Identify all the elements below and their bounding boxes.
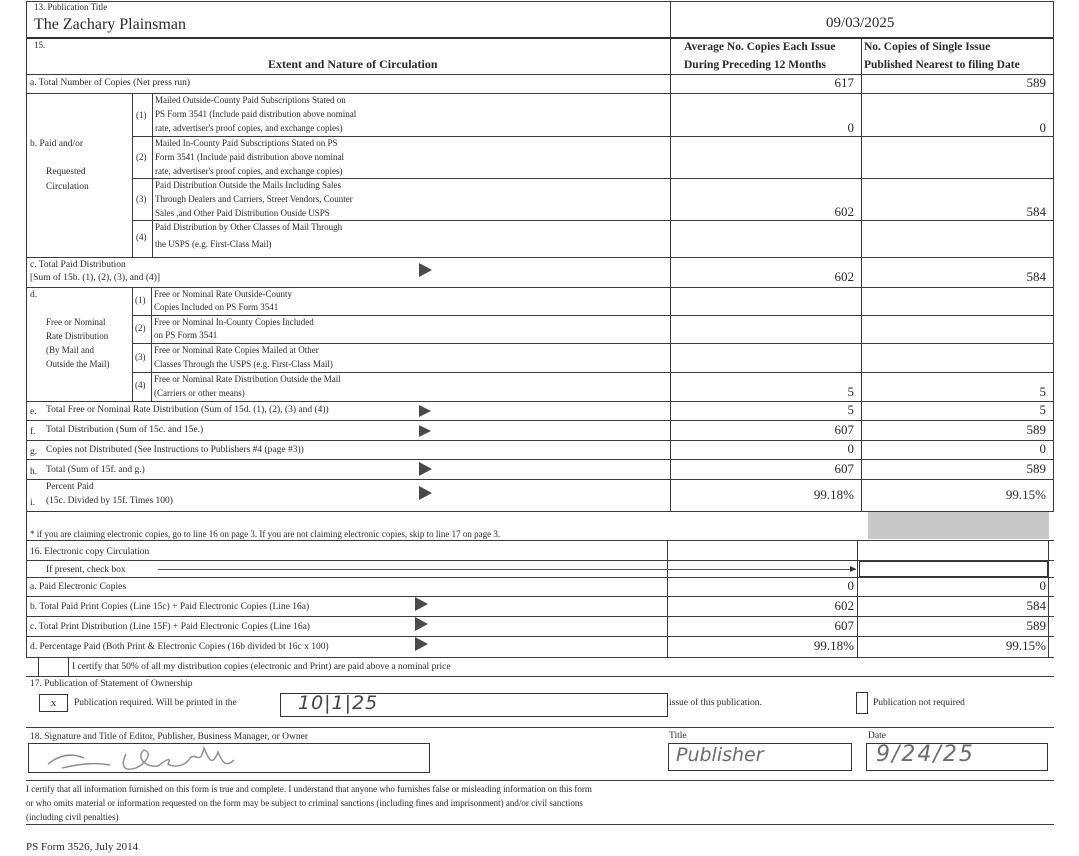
sec17-title: 17. Publication of Statement of Ownership [30,679,193,689]
row-d1-text: Free or Nominal Rate Outside-County [154,289,292,299]
sec16c-avg: 607 [834,618,854,633]
row-f-single: 589 [1026,422,1046,437]
date-value: 9/24/25 [876,742,975,767]
rule [26,676,1054,677]
rule [132,93,133,257]
row-b4-text: the USPS (e.g. First-Class Mail) [155,239,272,249]
row-b3-text: Through Dealers and Carriers, Street Vendors, Counter [155,194,353,204]
electronic-checkbox[interactable] [859,561,1048,577]
row-h-letter: h. [30,467,38,477]
row-b1-single: 0 [1039,120,1046,135]
row-a-avg: 617 [834,75,854,90]
single-col-header-1: No. Copies of Single Issue [864,41,991,53]
row-b4-text: Paid Distribution by Other Classes of Mail Through [155,222,343,232]
rule [26,459,1054,460]
rule [38,657,39,676]
row-e-label: Total Free or Nominal Rate Distribution (Sum of 15d. (1), (2), (3) and (4)) [46,405,329,415]
row-g-single: 0 [1039,441,1046,456]
row-i-label-2: (15c. Divided by 15f. Times 100) [46,496,173,506]
row-g-letter: g. [30,447,38,457]
row-g-avg: 0 [847,441,854,456]
rule [132,287,133,401]
rule [132,343,1054,344]
certification-text-2: or who omits material or information requested on the form may be subject to criminal sanctions (including fines and imprisonment) and/or civil sanctions [26,798,583,808]
electronic-note: * if you are claiming electronic copies, go to line 16 on page 3. If you are not claiming electronic copies, skip to line 17 on page 3. [30,529,501,539]
rule [132,372,1054,373]
rule [26,540,1054,541]
row-d1-num: (1) [135,295,146,305]
row-d3-num: (3) [135,352,146,362]
row-i-label-1: Percent Paid [46,482,94,492]
sec15-num: 15. [34,40,46,50]
row-d-label-3: (By Mail and [46,345,94,355]
sec16a-single: 0 [1039,578,1046,593]
rule [132,178,1054,179]
sec17-issue-label: issue of this publication. [669,698,762,708]
rule [1048,540,1049,657]
publication-required-checkbox[interactable]: x [39,694,68,712]
row-b1-text: rate, advertiser's proof copies, and exchange copies) [155,123,343,133]
sec16-certify: I certify that 50% of all my distribution copies (electronic and Print) are paid above a nominal price [72,662,451,672]
rule [26,727,1054,728]
row-b-label-1: b. Paid and/or [30,139,84,149]
sec16d-avg: 99.18% [813,638,854,653]
rule [26,257,1054,258]
arrow-icon [415,597,428,611]
row-i-avg: 99.18% [813,487,854,502]
sec15-title: Extent and Nature of Circulation [268,57,438,71]
row-d2-num: (2) [135,323,146,333]
row-f-label: Total Distribution (Sum of 15c. and 15e.) [46,425,204,435]
rule [26,824,1054,825]
row-h-single: 589 [1026,461,1046,476]
rule [26,37,1054,39]
row-b2-num: (2) [136,152,147,162]
row-b1-avg: 0 [847,120,854,135]
certification-text-1: I certify that all information furnished on this form is true and complete. I understand that anyone who furnishes false or misleading information on this form [26,784,592,794]
rule [151,287,152,401]
row-a-label: a. Total Number of Copies (Net press run) [30,78,191,88]
rule [26,616,1054,617]
rule [670,1,671,511]
row-e-letter: e. [30,407,37,417]
sec16c-label: c. Total Print Distribution (Line 15F) + Paid Electronic Copies (Line 16a) [30,622,310,632]
single-col-header-2: Published Nearest to filing Date [864,59,1020,71]
row-d2-text: Free or Nominal In-County Copies Included [154,317,314,327]
avg-col-header-1: Average No. Copies Each Issue [684,41,836,53]
filing-date: 09/03/2025 [826,15,895,31]
row-d-label-4: Outside the Mail) [46,359,110,369]
row-b1-text: Mailed Outside-County Paid Subscriptions Stated on [155,95,346,105]
row-d1-text: Copies Included on PS Form 3541 [154,302,279,312]
row-d-label-1: Free or Nominal [46,317,106,327]
row-d4-num: (4) [135,380,146,390]
rule [861,37,862,511]
rule [26,780,1054,781]
arrow-icon [419,462,432,476]
sec16d-label: d. Percentage Paid (Both Print & Electronic Copies (16b divided bt 16c x 100) [30,642,329,652]
rule [26,636,1054,637]
row-c-single: 584 [1026,269,1046,284]
check-pointer-line [158,569,856,570]
row-d2-text: on PS Form 3541 [154,330,218,340]
form-id: PS Form 3526, July 2014 [26,841,139,853]
row-i-single: 99.15% [1005,487,1046,502]
rule [132,315,1054,316]
row-d-label-2: Rate Distribution [46,331,109,341]
row-a-single: 589 [1026,75,1046,90]
sec16-title: 16. Electronic copy Circulation [30,547,150,557]
row-b2-text: Form 3541 (Include paid distribution above nominal [155,152,344,162]
row-b4-num: (4) [136,232,147,242]
row-e-single: 5 [1039,402,1046,417]
arrow-icon [415,617,428,631]
arrow-icon [415,637,428,651]
rule [667,540,668,657]
row-d3-text: Free or Nominal Rate Copies Mailed at Other [154,345,319,355]
arrow-icon [419,486,432,500]
certification-text-3: (including civil penalties) [26,812,119,822]
row-b3-single: 584 [1026,204,1046,219]
rule [1053,1,1054,511]
row-h-label: Total (Sum of 15f. and g.) [46,465,145,475]
arrow-icon [850,566,856,572]
row-f-letter: f. [30,427,36,437]
rule [68,657,69,676]
sec16b-avg: 602 [834,598,854,613]
arrow-icon [419,263,432,277]
sec16d-single: 99.15% [1005,638,1046,653]
arrow-icon [419,425,431,437]
sec18-label: 18. Signature and Title of Editor, Publisher, Business Manager, or Owner [30,732,309,742]
row-d4-text: (Carriers or other means) [154,388,245,398]
signature-image [40,738,250,776]
sec17-required-label: Publication required. Will be printed in the [74,698,237,708]
pub-title-label: 13. Publication Title [34,2,108,12]
rule [857,540,858,657]
row-c-label-2: [Sum of 15b. (1), (2), (3), and (4)] [30,273,161,283]
row-h-avg: 607 [834,461,854,476]
row-b1-text: PS Form 3541 (Include paid distribution above nominal [155,109,357,119]
rule [132,136,1054,137]
publication-not-required-checkbox[interactable] [856,692,868,714]
sec17-not-required-label: Publication not required [873,698,965,708]
arrow-icon [419,405,431,417]
row-b3-avg: 602 [834,204,854,219]
row-e-avg: 5 [847,402,854,417]
row-b3-text: Sales ,and Other Paid Distribution Ouside USPS [155,208,330,218]
row-f-avg: 607 [834,422,854,437]
row-b-label-2: Requested [46,167,86,177]
row-d4-single: 5 [1039,384,1046,399]
row-i-letter: i. [30,498,36,508]
rule [26,1,27,657]
sec16b-label: b. Total Paid Print Copies (Line 15c) + Paid Electronic Copies (Line 16a) [30,602,310,612]
row-g-label: Copies not Distributed (See Instructions to Publishers #4 (page #3)) [46,445,304,455]
row-d3-text: Classes Through the USPS (e.g. First-Class Mail) [154,359,333,369]
row-b3-num: (3) [136,194,147,204]
issue-date-value: 10|1|25 [298,692,379,714]
rule [26,93,1054,94]
rule [26,479,1054,480]
rule [26,1,1054,2]
rule [26,420,1054,421]
row-b3-text: Paid Distribution Outside the Mails Including Sales [155,180,341,190]
row-d4-text: Free or Nominal Rate Distribution Outside the Mail [154,374,341,384]
rule [26,657,1054,658]
sec18-title-label: Title [669,731,687,741]
rule [132,220,1054,221]
sec16c-single: 589 [1026,618,1046,633]
row-b-label-3: Circulation [46,182,89,192]
sec16a-label: a. Paid Electronic Copies [30,582,127,592]
avg-col-header-2: During Preceding 12 Months [684,59,826,71]
row-b1-num: (1) [136,110,147,120]
row-c-label-1: c. Total Paid Distribution [30,260,126,270]
row-b2-text: rate, advertiser's proof copies, and exchange copies) [155,166,343,176]
rule [26,596,1054,597]
sec16-check-label: If present, check box [46,565,126,575]
row-c-avg: 602 [834,269,854,284]
row-d4-avg: 5 [847,384,854,399]
row-b2-text: Mailed In-County Paid Subscriptions Stated on PS [155,138,338,148]
sec18-date-label: Date [868,731,886,741]
shaded-cell [868,512,1049,539]
sec16b-single: 584 [1026,598,1046,613]
title-value: Publisher [676,744,764,766]
rule [26,287,1054,288]
row-d-letter: d. [30,290,38,300]
sec16a-avg: 0 [847,578,854,593]
rule [152,93,153,257]
pub-title: The Zachary Plainsman [34,16,186,33]
